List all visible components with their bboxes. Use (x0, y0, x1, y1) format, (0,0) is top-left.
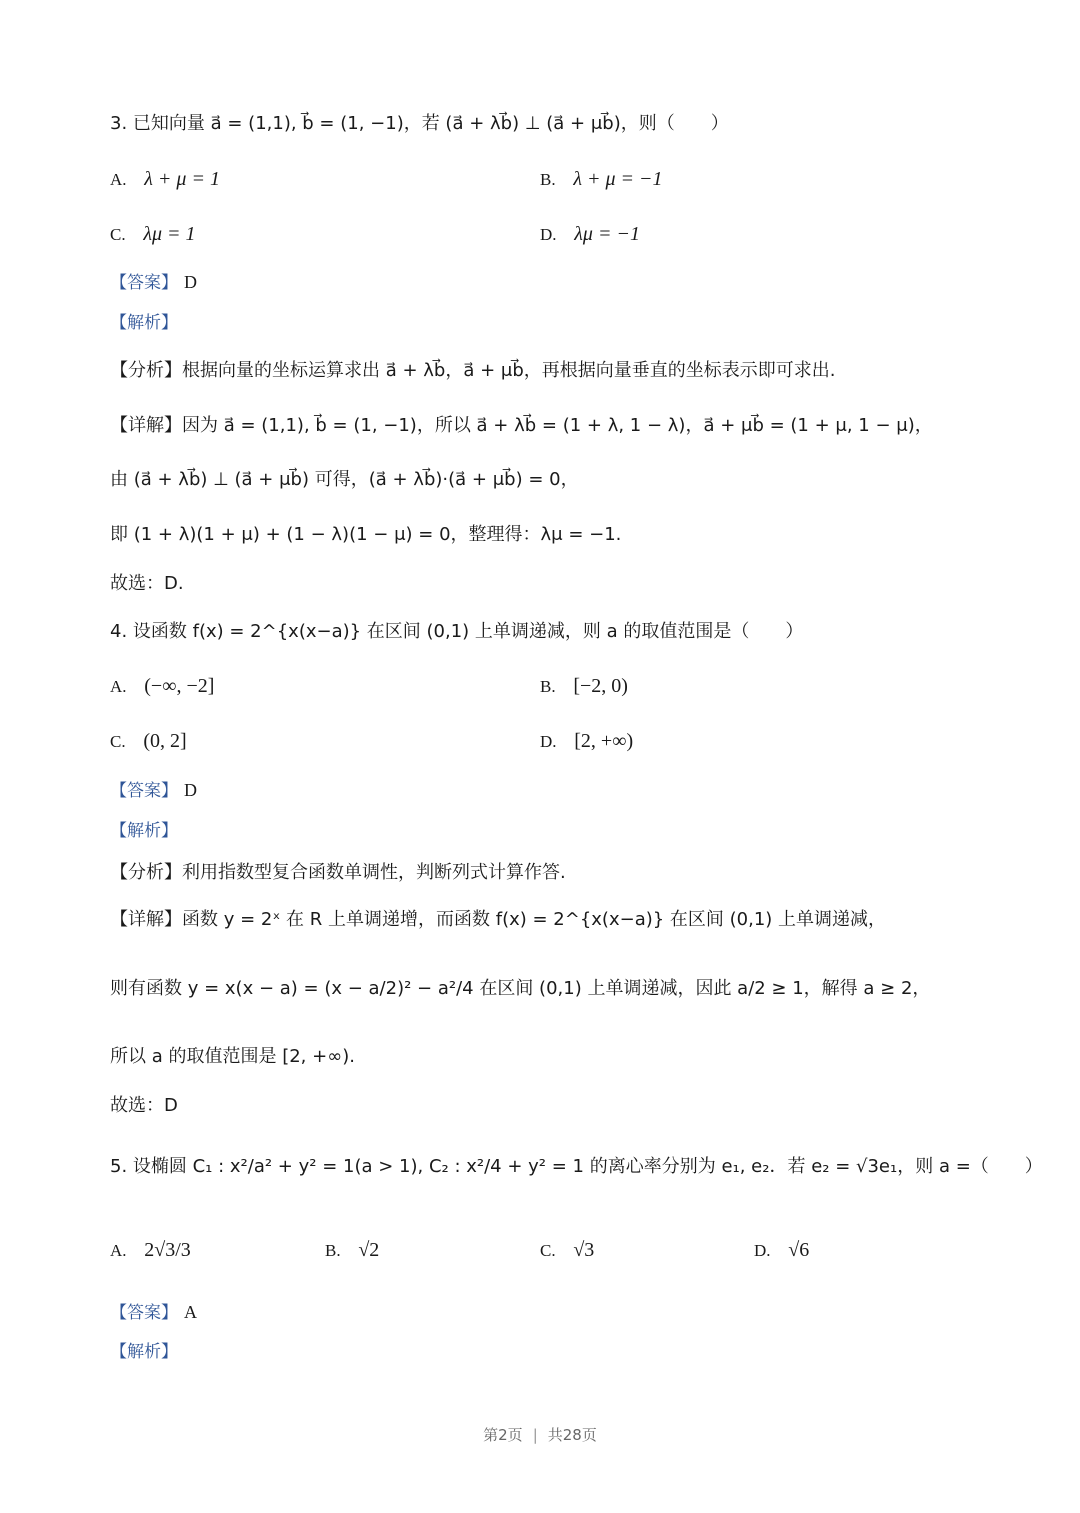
answer-value: D (184, 272, 197, 292)
q4-option-b (540, 672, 628, 701)
answer-tag: 【答案】 (110, 1303, 178, 1323)
option-label: D. (540, 732, 557, 751)
q3-xiangjie-1: 【详解】因为 a⃗ = (1,1), b⃗ = (1, −1)，所以 a⃗ + λb⃗ = (1 + λ, 1 − λ)，a⃗ + μb⃗ = (1 + μ, 1 − μ)， (110, 415, 933, 436)
q4-xiangjie-2: 则有函数 y = x(x − a) = (x − a/2)² − a²/4 在区间 (0,1) 上单调递减，因此 a/2 ≥ 1，解得 a ≥ 2， (110, 978, 931, 999)
option-value: √2 (358, 1239, 380, 1261)
q5-analysis-heading (110, 1338, 178, 1366)
q4-option-d (540, 727, 633, 756)
q3-xiangjie-3: 即 (1 + λ)(1 + μ) + (1 − λ)(1 − μ) = 0，整理得：λμ = −1. (110, 524, 622, 545)
q3-fenxi: 【分析】根据向量的坐标运算求出 a⃗ + λb⃗，a⃗ + μb⃗，再根据向量垂直的坐标表示即可求出. (110, 360, 836, 381)
q4-option-a (110, 672, 214, 701)
q4-answer (110, 776, 197, 805)
option-value: (−∞, −2] (144, 675, 215, 697)
option-value: 2√3/3 (144, 1239, 191, 1261)
q4-xiangjie-1: 【详解】函数 y = 2ˣ 在 R 上单调递增，而函数 f(x) = 2^{x(x−a)} 在区间 (0,1) 上单调递减， (110, 909, 887, 930)
q3-conclusion: 故选：D. (110, 573, 184, 594)
q4-option-c (110, 727, 187, 756)
q3-xiangjie-2: 由 (a⃗ + λb⃗) ⊥ (a⃗ + μb⃗) 可得，(a⃗ + λb⃗)·(a⃗ + μb⃗) = 0， (110, 469, 579, 490)
option-label: C. (110, 732, 126, 751)
option-value: λ + μ = −1 (573, 168, 663, 190)
q3-analysis-heading (110, 309, 178, 337)
option-value: λμ = 1 (143, 223, 196, 245)
footer-separator: | (532, 1426, 538, 1444)
analysis-tag: 【解析】 (110, 821, 178, 841)
option-label: C. (540, 1241, 556, 1260)
option-label: A. (110, 677, 127, 696)
answer-tag: 【答案】 (110, 781, 178, 801)
q3-question: 3. 已知向量 a⃗ = (1,1), b⃗ = (1, −1)，若 (a⃗ + λb⃗) ⊥ (a⃗ + μb⃗)，则（ ） (110, 113, 729, 134)
answer-value: A (184, 1302, 197, 1322)
option-label: A. (110, 1241, 127, 1260)
q5-answer (110, 1298, 197, 1327)
page-number: 第2页 (483, 1426, 523, 1444)
analysis-tag: 【解析】 (110, 1342, 178, 1362)
q4-conclusion: 故选：D (110, 1095, 178, 1116)
q5-option-a (110, 1236, 191, 1265)
answer-tag: 【答案】 (110, 273, 178, 293)
q4-xiangjie-3: 所以 a 的取值范围是 [2, +∞). (110, 1046, 355, 1067)
answer-value: D (184, 780, 197, 800)
q4-question: 4. 设函数 f(x) = 2^{x(x−a)} 在区间 (0,1) 上单调递减，则 a 的取值范围是（ ） (110, 621, 804, 642)
q5-option-d (754, 1236, 809, 1265)
option-label: B. (325, 1241, 341, 1260)
q5-option-b (325, 1236, 379, 1265)
q3-option-b (540, 165, 663, 194)
option-value: √3 (573, 1239, 595, 1261)
option-value: [−2, 0) (573, 675, 628, 697)
option-value: √6 (788, 1239, 810, 1261)
analysis-tag: 【解析】 (110, 313, 178, 333)
option-value: [2, +∞) (574, 730, 634, 752)
q3-option-c (110, 220, 196, 249)
page-footer (0, 1424, 1080, 1445)
q3-option-d (540, 220, 640, 249)
q3-option-a (110, 165, 220, 194)
q4-analysis-heading (110, 817, 178, 845)
option-value: λμ = −1 (574, 223, 640, 245)
q4-fenxi: 【分析】利用指数型复合函数单调性，判断列式计算作答. (110, 862, 566, 883)
page-total: 共28页 (547, 1426, 597, 1444)
option-label: C. (110, 225, 126, 244)
q5-question: 5. 设椭圆 C₁ : x²/a² + y² = 1(a > 1), C₂ : x²/4 + y² = 1 的离心率分别为 e₁, e₂．若 e₂ = √3e₁，则 a =（ ） (110, 1156, 1043, 1177)
option-label: B. (540, 677, 556, 696)
option-value: (0, 2] (143, 730, 187, 752)
option-label: A. (110, 170, 127, 189)
q3-answer (110, 268, 197, 297)
option-label: D. (540, 225, 557, 244)
q5-option-c (540, 1236, 594, 1265)
option-label: B. (540, 170, 556, 189)
option-label: D. (754, 1241, 771, 1260)
option-value: λ + μ = 1 (144, 168, 220, 190)
